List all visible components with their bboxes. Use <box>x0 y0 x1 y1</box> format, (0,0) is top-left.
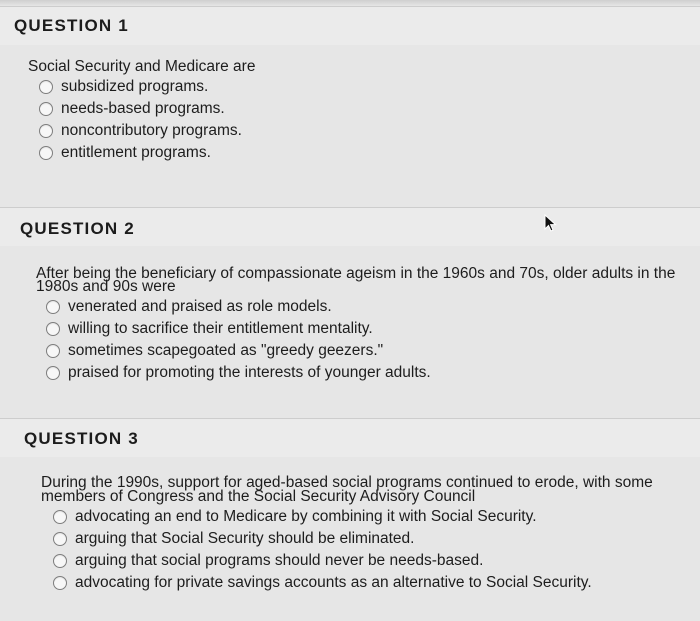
question-3-option-b[interactable] <box>53 528 592 550</box>
radio-button[interactable] <box>39 80 53 94</box>
radio-button[interactable] <box>53 510 67 524</box>
question-2-option-b[interactable] <box>46 318 431 340</box>
option-label: entitlement programs. <box>61 144 211 161</box>
question-3-prompt-line-2: members of Congress and the Social Security Advisory Council <box>41 488 476 505</box>
mouse-cursor-icon <box>543 214 559 234</box>
option-label: willing to sacrifice their entitlement mentality. <box>68 320 373 337</box>
question-2-prompt-line-2: 1980s and 90s were <box>36 278 176 295</box>
option-label: needs-based programs. <box>61 100 225 117</box>
question-2-option-d[interactable] <box>46 362 431 384</box>
radio-button[interactable] <box>39 124 53 138</box>
radio-button[interactable] <box>46 322 60 336</box>
question-3-title: QUESTION 3 <box>24 429 139 448</box>
option-label: venerated and praised as role models. <box>68 298 332 315</box>
question-2-option-c[interactable] <box>46 340 431 362</box>
option-label: arguing that Social Security should be eliminated. <box>75 530 415 547</box>
question-3-options <box>53 506 592 594</box>
question-1-prompt: Social Security and Medicare are <box>28 58 256 75</box>
option-label: arguing that social programs should never be needs-based. <box>75 552 484 569</box>
question-3-option-d[interactable] <box>53 572 592 594</box>
radio-button[interactable] <box>53 532 67 546</box>
radio-button[interactable] <box>53 576 67 590</box>
question-1-option-c[interactable] <box>39 120 242 142</box>
option-label: noncontributory programs. <box>61 122 242 139</box>
option-label: sometimes scapegoated as "greedy geezers." <box>68 342 384 359</box>
option-label: advocating an end to Medicare by combining it with Social Security. <box>75 508 537 525</box>
radio-button[interactable] <box>46 344 60 358</box>
question-1-option-b[interactable] <box>39 98 242 120</box>
question-2-options <box>46 296 431 384</box>
question-2-prompt-line-1: After being the beneficiary of compassionate ageism in the 1960s and 70s, older adults in the <box>36 265 676 282</box>
question-1-options <box>39 76 242 164</box>
radio-button[interactable] <box>46 366 60 380</box>
question-2-option-a[interactable] <box>46 296 431 318</box>
question-3-option-c[interactable] <box>53 550 592 572</box>
option-label: advocating for private savings accounts as an alternative to Social Security. <box>75 574 592 591</box>
question-2-title: QUESTION 2 <box>20 219 135 238</box>
option-label: praised for promoting the interests of younger adults. <box>68 364 431 381</box>
radio-button[interactable] <box>39 102 53 116</box>
question-1-option-a[interactable] <box>39 76 242 98</box>
option-label: subsidized programs. <box>61 78 209 95</box>
question-1-option-d[interactable] <box>39 142 242 164</box>
radio-button[interactable] <box>39 146 53 160</box>
question-3-option-a[interactable] <box>53 506 592 528</box>
question-1-title: QUESTION 1 <box>14 16 129 35</box>
question-3-prompt-line-1: During the 1990s, support for aged-based social programs continued to erode, with some <box>41 474 653 491</box>
radio-button[interactable] <box>46 300 60 314</box>
radio-button[interactable] <box>53 554 67 568</box>
